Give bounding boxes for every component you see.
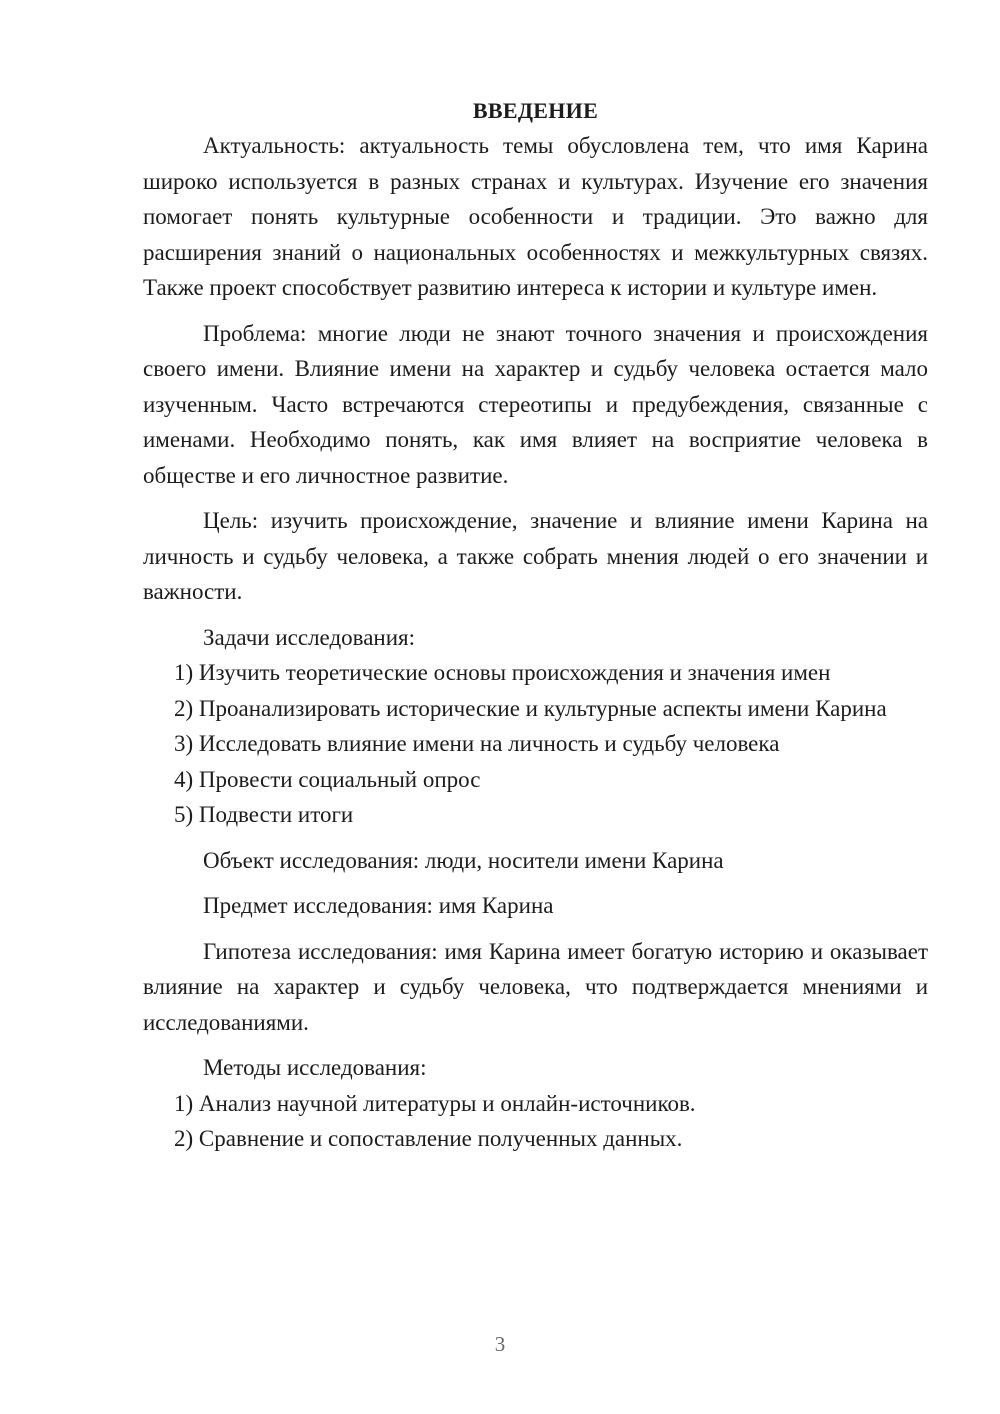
relevance-paragraph: Актуальность: актуальность темы обусловлена тем, что имя Карина широко используется в разных странах и культурах. Изучение его значения помогает понять культурные особенности и традиции. Это важно для расширения знаний о национальных особенностях и межкультурных связях. Также проект способствует развитию интереса к истории и культуре имен. [143,133,928,300]
task-item: 5) Подвести итоги [174,802,354,827]
task-item: 1) Изучить теоретические основы происхождения и значения имен [174,660,831,685]
methods-heading: Методы исследования: [203,1055,427,1080]
document-body [143,93,928,1157]
tasks-heading: Задачи исследования: [203,624,416,650]
method-item: 1) Анализ научной литературы и онлайн-источников. [174,1090,696,1116]
task-item: 3) Исследовать влияние имени на личность и судьбу человека [174,731,780,756]
page-title: ВВЕДЕНИЕ [472,98,599,123]
task-item: 2) Проанализировать исторические и культурные аспекты имени Карина [174,695,887,721]
method-item: 2) Сравнение и сопоставление полученных данных. [174,1126,683,1151]
hypothesis-paragraph: Гипотеза исследования: имя Карина имеет богатую историю и оказывает влияние на характер и судьбу человека, что подтверждается мнениями и исследованиями. [143,938,928,1035]
task-item: 4) Провести социальный опрос [174,766,481,792]
problem-paragraph: Проблема: многие люди не знают точного значения и происхождения своего имени. Влияние имени на характер и судьбу человека остается мало изученным. Часто встречаются стереотипы и предубеждения, связанные с именами. Необходимо понять, как имя влияет на восприятие человека в обществе и его личностное развитие. [143,320,928,488]
page-number: 3 [494,1332,506,1356]
object-paragraph: Объект исследования: люди, носители имени Карина [203,847,724,873]
goal-paragraph: Цель: изучить происхождение, значение и влияние имени Карина на личность и судьбу человека, а также собрать мнения людей о его значении и важности. [143,508,928,604]
subject-paragraph: Предмет исследования: имя Карина [203,893,554,918]
